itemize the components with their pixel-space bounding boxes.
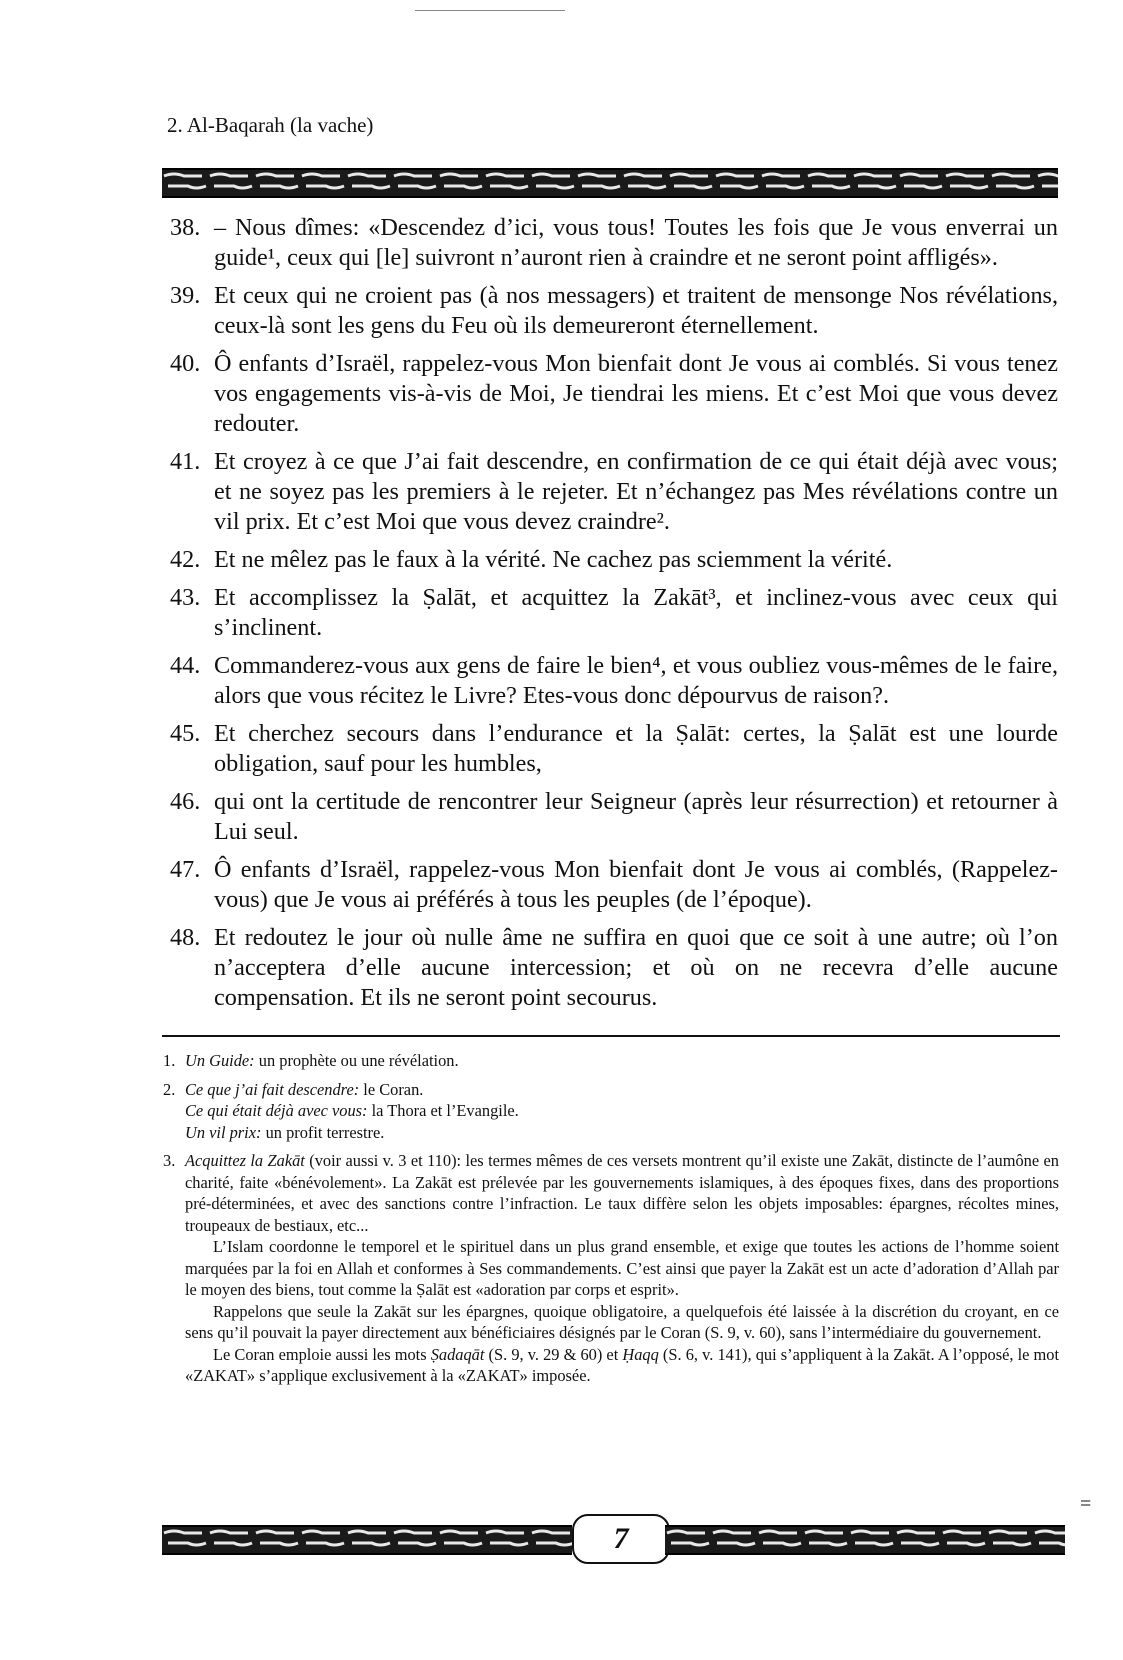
- verse-text: Et accomplissez la Ṣalāt, et acquittez la Zakāt³, et inclinez-vous avec ceux qui s’inclinent.: [214, 584, 1058, 641]
- footnote-term: Ṣadaqāt: [430, 1344, 485, 1364]
- verse-41: [170, 447, 1058, 537]
- bottom-ornament-band-right: [665, 1525, 1065, 1555]
- verse-number: 45.: [170, 720, 201, 747]
- verse-text: Et ne mêlez pas le faux à la vérité. Ne cachez pas sciemment la vérité.: [214, 546, 893, 573]
- verse-text: qui ont la certitude de rencontrer leur Seigneur (après leur résurrection) et retourner à Lui seul.: [214, 788, 1058, 845]
- verse-42: [170, 545, 1058, 575]
- verse-number: 40.: [170, 350, 201, 377]
- verse-45: [170, 719, 1058, 779]
- verse-number: 41.: [170, 448, 201, 475]
- footnote-text: un profit terrestre.: [261, 1122, 385, 1142]
- verses: [170, 213, 1058, 1021]
- verse-40: [170, 349, 1058, 439]
- verse-38: [170, 213, 1058, 273]
- verse-number: 47.: [170, 856, 201, 883]
- footnote-text: (S. 9, v. 29 & 60) et: [484, 1344, 623, 1364]
- footnote-2: [163, 1079, 1059, 1144]
- footnotes: [163, 1050, 1059, 1394]
- footnote-3: [163, 1150, 1059, 1387]
- verse-39: [170, 281, 1058, 341]
- ornament-pattern: [162, 1527, 572, 1549]
- bottom-ornament-band-left: [162, 1525, 572, 1555]
- footnote-paragraph: (voir aussi v. 3 et 110): les termes mêmes de ces versets montrent qu’il existe une Zakāt, distincte de l’aumône en charité, faite «bénévolement». La Zakāt est prélevée par les gouvernements islamiques, à des époques fixes, dans des proportions pré-déterminées, et avec des sanctions contre l’infraction. Le taux diffère selon les objets imposables: épargnes, récoltes mines, troupeaux de bestiaux, etc...: [185, 1151, 1059, 1235]
- chapter-title: 2. Al-Baqarah (la vache): [167, 113, 374, 137]
- footnote-term: Acquittez la Zakāt: [185, 1151, 305, 1170]
- footnote-text: (S. 6, v. 141), qui s’appliquent à la Zakāt. A l’opposé, le mot «ZAKAT» s’applique exclusivement à la «ZAKAT» imposée.: [185, 1344, 1060, 1385]
- verse-47: [170, 855, 1058, 915]
- continuation-mark: =: [1080, 1493, 1092, 1515]
- verse-text: Et ceux qui ne croient pas (à nos messagers) et traitent de mensonge Nos révélations, ceux-là sont les gens du Feu où ils demeureront éternellement.: [214, 282, 1058, 339]
- footnote-text: Le Coran emploie aussi les mots: [213, 1344, 431, 1364]
- footnote-text: le Coran.: [359, 1079, 424, 1099]
- verse-46: [170, 787, 1058, 847]
- footnote-text: la Thora et l’Evangile.: [367, 1101, 519, 1120]
- footnote-paragraph: Rappelons que seule la Zakāt sur les épargnes, quoique obligatoire, a quelquefois été laissée à la discrétion du croyant, en ce sens qu’il pouvait la payer directement aux bénéficiaires désignés par le Coran (S. 9, v. 60), sans l’intermédiaire du gouvernement.: [185, 1301, 1059, 1342]
- footnote-term: Un Guide:: [185, 1051, 255, 1070]
- footnote-term: Ce qui était déjà avec vous:: [185, 1101, 368, 1120]
- verse-text: Et cherchez secours dans l’endurance et la Ṣalāt: certes, la Ṣalāt est une lourde obligation, sauf pour les humbles,: [214, 720, 1058, 777]
- footnote-term: Ce que j’ai fait descendre:: [185, 1079, 360, 1099]
- verse-number: 44.: [170, 652, 201, 679]
- verse-text: Commanderez-vous aux gens de faire le bien⁴, et vous oubliez vous-mêmes de le faire, alors que vous récitez le Livre? Etes-vous donc dépourvus de raison?.: [214, 652, 1058, 709]
- verse-44: [170, 651, 1058, 711]
- footnote-number: 2.: [163, 1079, 176, 1099]
- verse-number: 43.: [170, 584, 201, 611]
- ornament-pattern: [665, 1527, 1065, 1549]
- verse-48: [170, 923, 1058, 1013]
- top-ornament-band: [162, 168, 1058, 198]
- footnote-paragraph-4: [185, 1344, 1059, 1387]
- footnote-rule: [162, 1035, 1060, 1037]
- top-rule: [415, 10, 565, 11]
- footnote-1: [163, 1050, 1059, 1072]
- verse-text: Ô enfants d’Israël, rappelez-vous Mon bienfait dont Je vous ai comblés. Si vous tenez vos engagements vis-à-vis de Moi, Je tiendrai les miens. Et c’est Moi que vous devez redouter.: [214, 350, 1058, 437]
- ornament-pattern: [162, 170, 1058, 192]
- verse-text: Et croyez à ce que J’ai fait descendre, en confirmation de ce qui était déjà avec vous; et ne soyez pas les premiers à le rejeter. Et n’échangez pas Mes révélations contre un vil prix. Et c’est Moi que vous devez craindre².: [214, 448, 1058, 535]
- verse-text: – Nous dîmes: «Descendez d’ici, vous tous! Toutes les fois que Je vous enverrai un guide¹, ceux qui [le] suivront n’auront rien à craindre et ne seront point affligés».: [214, 214, 1058, 271]
- footnote-term: Ḥaqq: [622, 1344, 659, 1364]
- verse-text: Et redoutez le jour où nulle âme ne suffira en quoi que ce soit à une autre; où l’on n’acceptera d’elle aucune intercession; et où on ne recevra d’elle aucune compensation. Et ils ne seront point secourus.: [214, 924, 1058, 1011]
- footnote-number: 3.: [163, 1151, 176, 1170]
- footnote-number: 1.: [163, 1051, 176, 1070]
- verse-number: 39.: [170, 282, 201, 309]
- footnote-term: Un vil prix:: [185, 1122, 262, 1142]
- verse-number: 46.: [170, 788, 201, 815]
- footnote-paragraph: L’Islam coordonne le temporel et le spirituel dans un plus grand ensemble, et exige que toutes les actions de l’homme soient marquées par la foi en Allah et conformes à Ses commandements. C’est ainsi que payer la Zakāt est un acte d’adoration d’Allah par le moyen des biens, tout comme la Ṣalāt est «adoration par corps et esprit».: [185, 1237, 1059, 1299]
- page-number: 7: [572, 1514, 670, 1564]
- footnote-text: un prophète ou une révélation.: [254, 1051, 459, 1070]
- verse-43: [170, 583, 1058, 643]
- verse-text: Ô enfants d’Israël, rappelez-vous Mon bienfait dont Je vous ai comblés, (Rappelez-vous) que Je vous ai préférés à tous les peuples (de l’époque).: [214, 856, 1058, 913]
- verse-number: 38.: [170, 214, 201, 241]
- verse-number: 48.: [170, 924, 201, 951]
- verse-number: 42.: [170, 546, 201, 573]
